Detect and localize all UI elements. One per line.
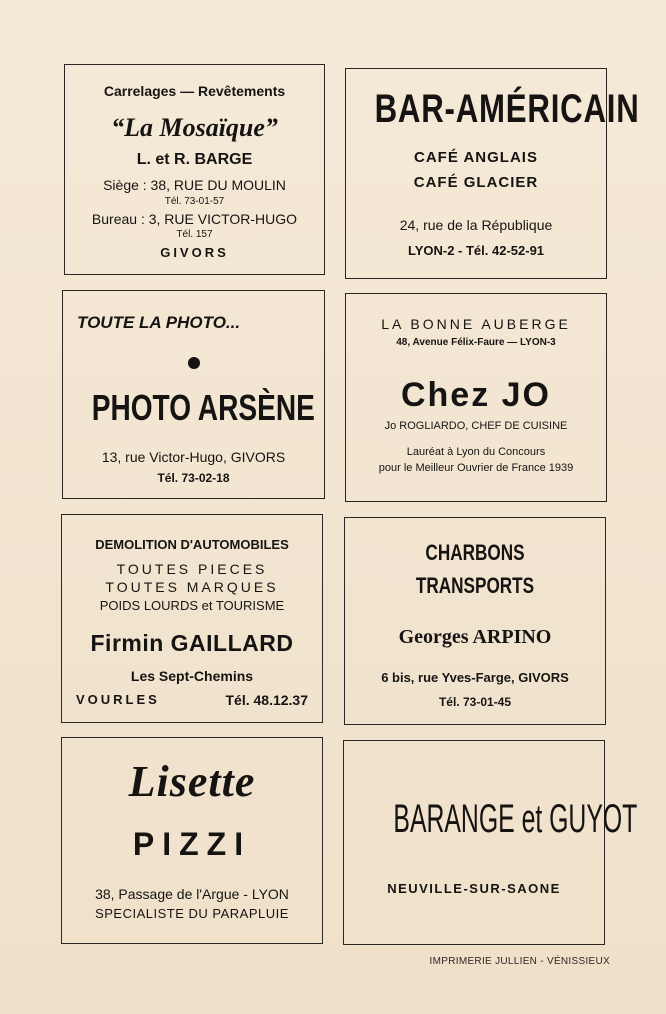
ad-script-name: Lisette [128, 757, 256, 806]
ad-business-name: Georges ARPINO [398, 626, 552, 648]
ad-address: 13, rue Victor-Hugo, GIVORS [101, 449, 286, 465]
ad-bar-americain [345, 68, 640, 279]
ad-bureau-address: Bureau : 3, RUE VICTOR-HUGO [91, 211, 298, 227]
ad-photo-arsene [62, 290, 325, 499]
ad-business-name: BARANGE et GUYOT [393, 797, 638, 841]
ad-firmin-gaillard [61, 514, 323, 723]
ad-business-name: PIZZI [132, 826, 252, 862]
ad-specialty: SPECIALISTE DU PARAPLUIE [95, 906, 289, 921]
ad-chef: Jo ROGLIARDO, CHEF DE CUISINE [384, 420, 568, 432]
ad-chez-jo [345, 293, 607, 502]
ad-line-1: CAFÉ ANGLAIS [414, 149, 538, 166]
ad-tel: Tél. 73-02-18 [157, 471, 230, 485]
ad-award-line-2: pour le Meilleur Ouvrier de France 1939 [378, 462, 574, 474]
ad-siege-address: Siège : 38, RUE DU MOULIN [103, 177, 286, 193]
ad-lisette-pizzi [61, 737, 323, 944]
ad-place: Les Sept-Chemins [130, 668, 254, 684]
ad-line-1: TOUTES PIECES [116, 561, 268, 577]
ad-address: 6 bis, rue Yves-Farge, GIVORS [381, 670, 569, 685]
bullet-dot-icon [188, 357, 200, 369]
ad-address: 38, Passage de l'Argue - LYON [95, 886, 289, 902]
ad-siege-tel: Tél. 73-01-57 [164, 196, 225, 207]
ad-georges-arpino [344, 517, 606, 725]
ad-line-2: TOUTES MARQUES [105, 579, 279, 595]
ad-owners: L. et R. BARGE [136, 151, 253, 168]
ad-city: NEUVILLE-SUR-SAONE [387, 881, 561, 896]
ad-award-line-1: Lauréat à Lyon du Concours [406, 446, 546, 458]
ad-city-tel: LYON-2 - Tél. 42-52-91 [407, 243, 545, 258]
printer-credit: IMPRIMERIE JULLIEN - VÉNISSIEUX [429, 956, 610, 967]
ad-city: VOURLES [76, 692, 160, 707]
ad-bureau-tel: Tél. 157 [176, 229, 213, 240]
ad-business-name: Firmin GAILLARD [90, 630, 294, 656]
ad-line-1: CHARBONS [425, 540, 525, 565]
ad-tel: Tél. 48.12.37 [225, 692, 308, 708]
ad-line-2: TRANSPORTS [415, 573, 535, 598]
ad-address: 24, rue de la République [399, 217, 553, 233]
ad-business-name: PHOTO ARSÈNE [91, 387, 315, 428]
ad-city: GIVORS [160, 245, 229, 260]
ad-business-name: “La Mosaïque” [111, 113, 278, 142]
ad-line-2: CAFÉ GLACIER [413, 174, 539, 191]
ad-tel: Tél. 73-01-45 [438, 695, 512, 709]
ad-tagline: Carrelages — Revêtements [103, 83, 286, 99]
ad-business-name: Chez JO [400, 376, 552, 414]
ad-la-mosaique [64, 64, 325, 275]
ad-slogan: TOUTE LA PHOTO... [77, 313, 241, 332]
ad-business-name: BAR-AMÉRICAIN [374, 87, 640, 131]
ad-title: DEMOLITION D'AUTOMOBILES [95, 537, 289, 552]
ad-address: 48, Avenue Félix-Faure — LYON-3 [396, 337, 556, 348]
ad-line-3: POIDS LOURDS et TOURISME [99, 598, 285, 613]
ad-barange-guyot [343, 740, 638, 945]
ad-title: LA BONNE AUBERGE [381, 316, 571, 332]
